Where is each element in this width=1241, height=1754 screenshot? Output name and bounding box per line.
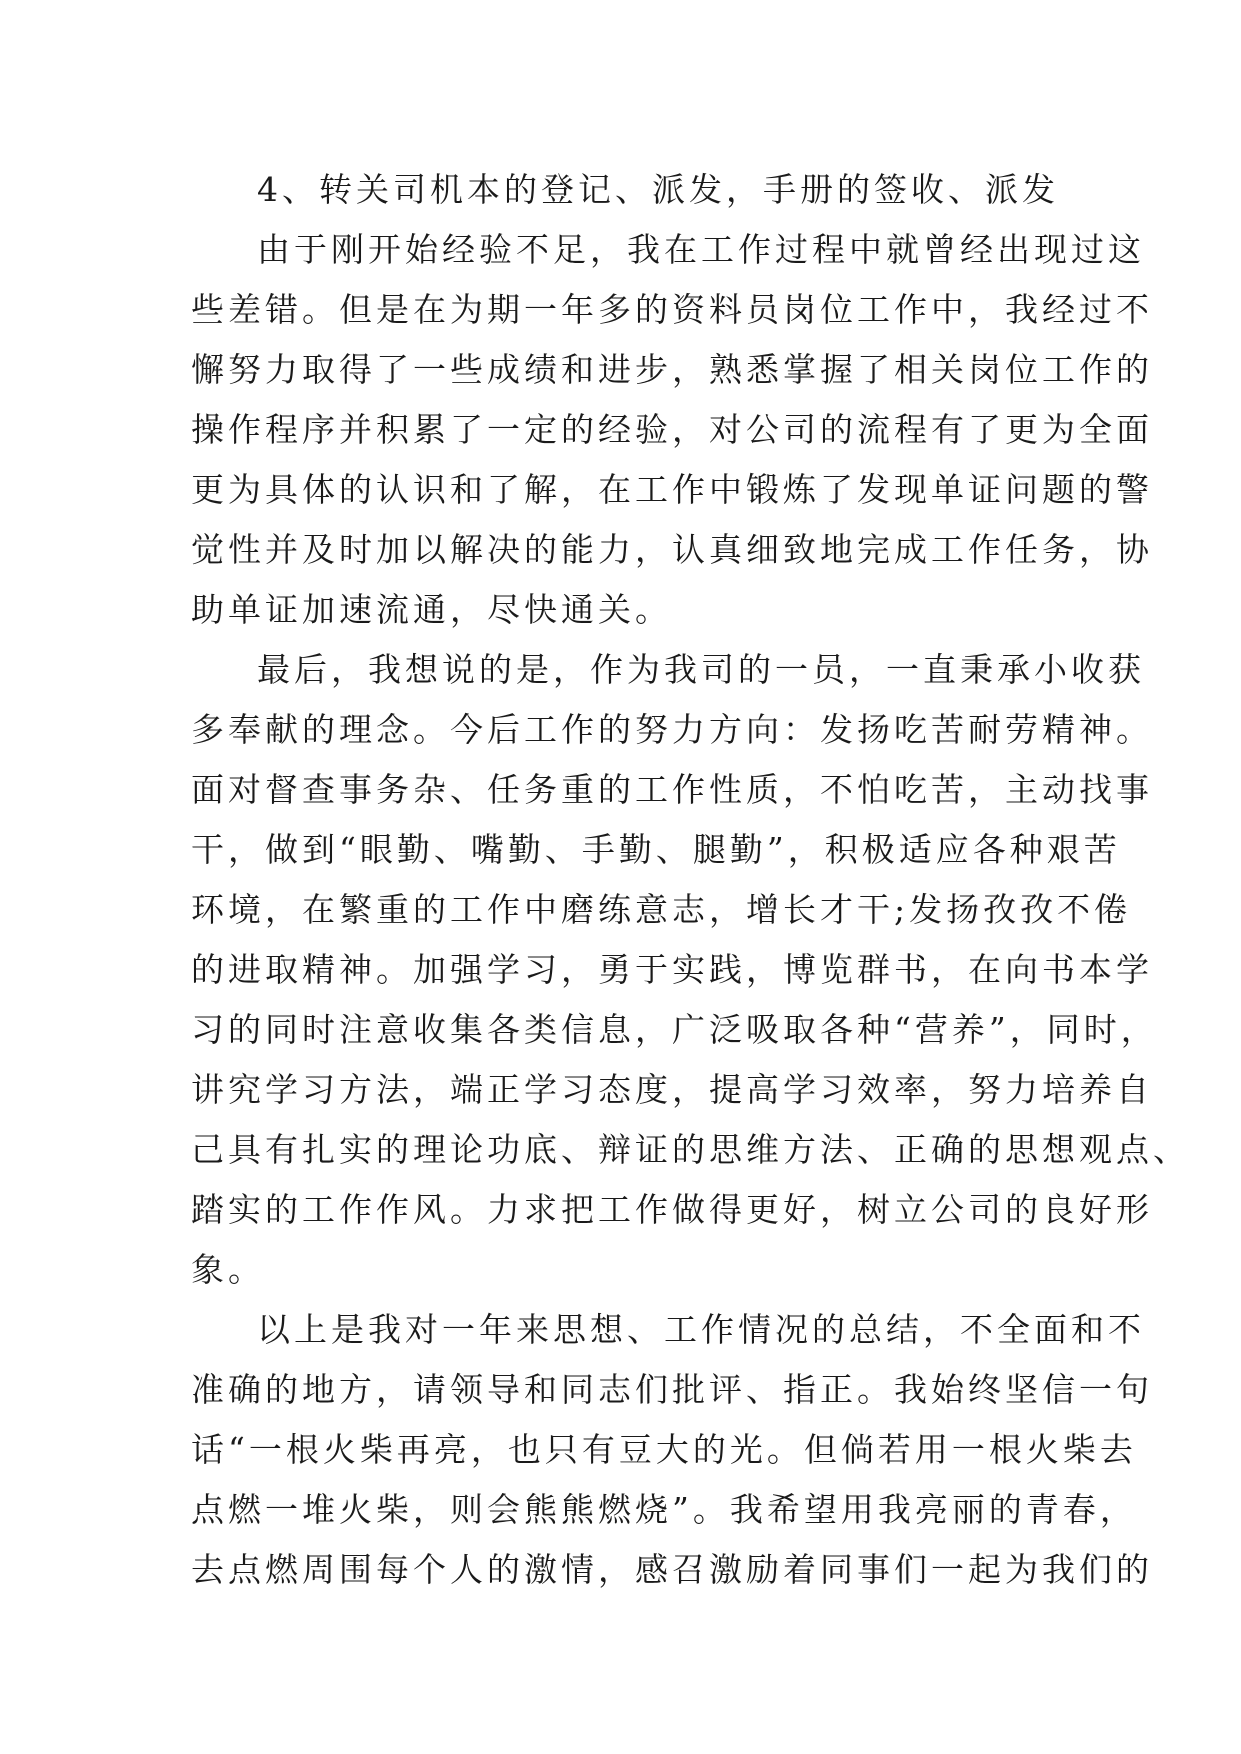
paragraph-line: 话“一根火柴再亮，也只有豆大的光。但倘若用一根火柴去: [191, 1430, 1137, 1469]
paragraph-line: 己具有扎实的理论功底、辩证的思维方法、正确的思想观点、: [191, 1130, 1190, 1169]
paragraph-line: 助单证加速流通，尽快通关。: [191, 590, 672, 629]
paragraph-line: 点燃一堆火柴，则会熊熊燃烧”。我希望用我亮丽的青春，: [191, 1490, 1137, 1529]
paragraph-line: 由于刚开始经验不足，我在工作过程中就曾经出现过这: [257, 230, 1145, 269]
paragraph-line: 习的同时注意收集各类信息，广泛吸取各种“营养”，同时，: [191, 1010, 1158, 1049]
paragraph-line: 觉性并及时加以解决的能力，认真细致地完成工作任务，协: [191, 530, 1153, 569]
paragraph-line: 懈努力取得了一些成绩和进步，熟悉掌握了相关岗位工作的: [191, 350, 1153, 389]
paragraph-line: 面对督查事务杂、任务重的工作性质，不怕吃苦，主动找事: [191, 770, 1153, 809]
paragraph-line: 讲究学习方法，端正学习态度，提高学习效率，努力培养自: [191, 1070, 1153, 1109]
paragraph-line: 多奉献的理念。今后工作的努力方向：发扬吃苦耐劳精神。: [191, 710, 1153, 749]
paragraph-line: 以上是我对一年来思想、工作情况的总结，不全面和不: [257, 1310, 1145, 1349]
paragraph-line: 更为具体的认识和了解，在工作中锻炼了发现单证问题的警: [191, 470, 1153, 509]
paragraph-line: 环境，在繁重的工作中磨练意志，增长才干;发扬孜孜不倦: [191, 890, 1132, 929]
paragraph-line: 操作程序并积累了一定的经验，对公司的流程有了更为全面: [191, 410, 1153, 449]
paragraph-line: 些差错。但是在为期一年多的资料员岗位工作中，我经过不: [191, 290, 1153, 329]
paragraph-line: 干，做到“眼勤、嘴勤、手勤、腿勤”，积极适应各种艰苦: [191, 830, 1121, 869]
paragraph-line: 踏实的工作作风。力求把工作做得更好，树立公司的良好形: [191, 1190, 1153, 1229]
paragraph-line: 象。: [191, 1250, 265, 1289]
paragraph-line: 准确的地方，请领导和同志们批评、指正。我始终坚信一句: [191, 1370, 1153, 1409]
paragraph-line: 去点燃周围每个人的激情，感召激励着同事们一起为我们的: [191, 1550, 1153, 1589]
document-body: [191, 160, 1190, 1600]
paragraph-line: 的进取精神。加强学习，勇于实践，博览群书，在向书本学: [191, 950, 1153, 989]
paragraph-line: 最后，我想说的是，作为我司的一员，一直秉承小收获: [257, 650, 1145, 689]
list-item-line: 4、转关司机本的登记、派发，手册的签收、派发: [257, 170, 1059, 209]
